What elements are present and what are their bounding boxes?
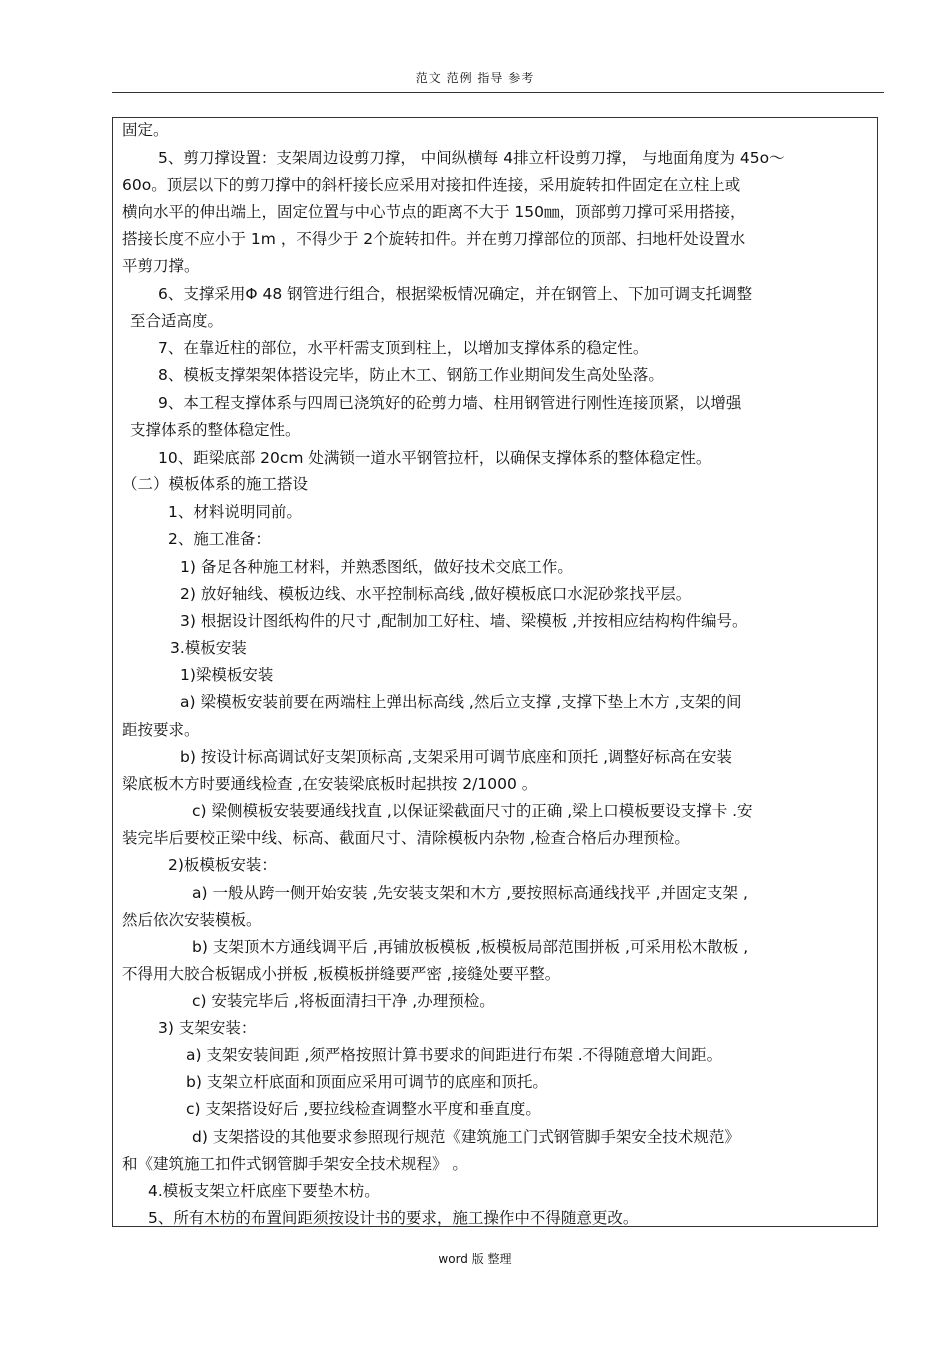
text-line: c) 梁侧模板安装要通线找直 ,以保证梁截面尺寸的正确 ,梁上口模板要设支撑卡 .安 [192,802,753,820]
text-line: 固定。 [122,121,169,139]
text-line: 然后依次安装模板。 [122,911,262,929]
text-line: a) 支架安装间距 ,须严格按照计算书要求的间距进行布架 .不得随意增大间距。 [186,1046,723,1064]
text-line: 6、支撑采用Φ 48 钢管进行组合，根据梁板情况确定，并在钢管上、下加可调支托调整 [158,285,753,303]
text-line: 9、本工程支撑体系与四周已浇筑好的砼剪力墙、柱用钢管进行刚性连接顶紧，以增强 [158,394,742,412]
text-line: a) 梁模板安装前要在两端柱上弹出标高线 ,然后立支撑 ,支撑下垫上木方 ,支架的间 [180,693,742,711]
text-line: b) 按设计标高调试好支架顶标高 ,支架采用可调节底座和顶托 ,调整好标高在安装 [180,748,733,766]
text-line: 1、材料说明同前。 [168,503,302,521]
text-line: 7、在靠近柱的部位，水平杆需支顶到柱上，以增加支撑体系的稳定性。 [158,339,649,357]
subsection-heading: 3.模板安装 [170,639,247,657]
text-line: 60o。顶层以下的剪刀撑中的斜杆接长应采用对接扣件连接，采用旋转扣件固定在立柱上或 [122,176,741,194]
text-line: 横向水平的伸出端上，固定位置与中心节点的距离不大于 150㎜，顶部剪刀撑可采用搭接， [122,203,746,221]
page-header: 范文 范例 指导 参考 [415,71,535,85]
subsection-heading: 3) 支架安装： [158,1019,257,1037]
text-line: 不得用大胶合板锯成小拼板 ,板模板拼缝要严密 ,接缝处要平整。 [122,965,561,983]
text-line: b) 支架顶木方通线调平后 ,再铺放板模板 ,板模板局部范围拼板 ,可采用松木散板 , [192,938,749,956]
text-line: c) 支架搭设好后 ,要拉线检查调整水平度和垂直度。 [186,1100,541,1118]
text-line: 8、模板支撑架架体搭设完毕，防止木工、钢筋工作业期间发生高处坠落。 [158,366,664,384]
text-line: 4.模板支架立杆底座下要垫木枋。 [148,1182,380,1200]
text-line: 5、所有木枋的布置间距须按设计书的要求，施工操作中不得随意更改。 [148,1209,639,1227]
text-line: 装完毕后要校正梁中线、标高、截面尺寸、清除模板内杂物 ,检查合格后办理预检。 [122,829,690,847]
subsection-heading: 1)梁模板安装 [180,666,274,684]
text-line: 搭接长度不应小于 1m ，不得少于 2个旋转扣件。并在剪刀撑部位的顶部、扫地杆处设置水 [122,230,746,248]
text-line: 2、施工准备： [168,530,271,548]
text-line: a) 一般从跨一侧开始安装 ,先安装支架和木方 ,要按照标高通线找平 ,并固定支架 , [192,884,748,902]
text-line: 5、剪刀撑设置：支架周边设剪刀撑， 中间纵横每 4排立杆设剪刀撑， 与地面角度为 45o～ [158,149,785,167]
page-footer: word 版 整理 [438,1252,512,1266]
text-line: c) 安装完毕后 ,将板面清扫干净 ,办理预检。 [192,992,495,1010]
text-line: 3) 根据设计图纸构件的尺寸 ,配制加工好柱、墙、梁模板 ,并按相应结构构件编号。 [180,612,748,630]
header-divider [112,92,884,93]
text-line: d) 支架搭设的其他要求参照现行规范《建筑施工门式钢管脚手架安全技术规范》 [192,1128,740,1146]
text-line: 至合适高度。 [130,312,224,330]
text-line: 2) 放好轴线、模板边线、水平控制标高线 ,做好模板底口水泥砂浆找平层。 [180,585,692,603]
text-line: 和《建筑施工扣件式钢管脚手架安全技术规程》 。 [122,1155,468,1173]
text-line: 10、距梁底部 20cm 处满锁一道水平钢管拉杆，以确保支撑体系的整体稳定性。 [158,449,712,467]
text-line: 梁底板木方时要通线检查 ,在安装梁底板时起拱按 2/1000 。 [122,775,538,793]
text-line: 距按要求。 [122,721,200,739]
section-heading: （二）模板体系的施工搭设 [122,475,309,493]
text-line: 平剪刀撑。 [122,257,200,275]
text-line: 1) 备足各种施工材料，并熟悉图纸，做好技术交底工作。 [180,558,573,576]
text-line: b) 支架立杆底面和顶面应采用可调节的底座和顶托。 [186,1073,548,1091]
subsection-heading: 2)板模板安装： [168,856,277,874]
text-line: 支撑体系的整体稳定性。 [130,421,301,439]
